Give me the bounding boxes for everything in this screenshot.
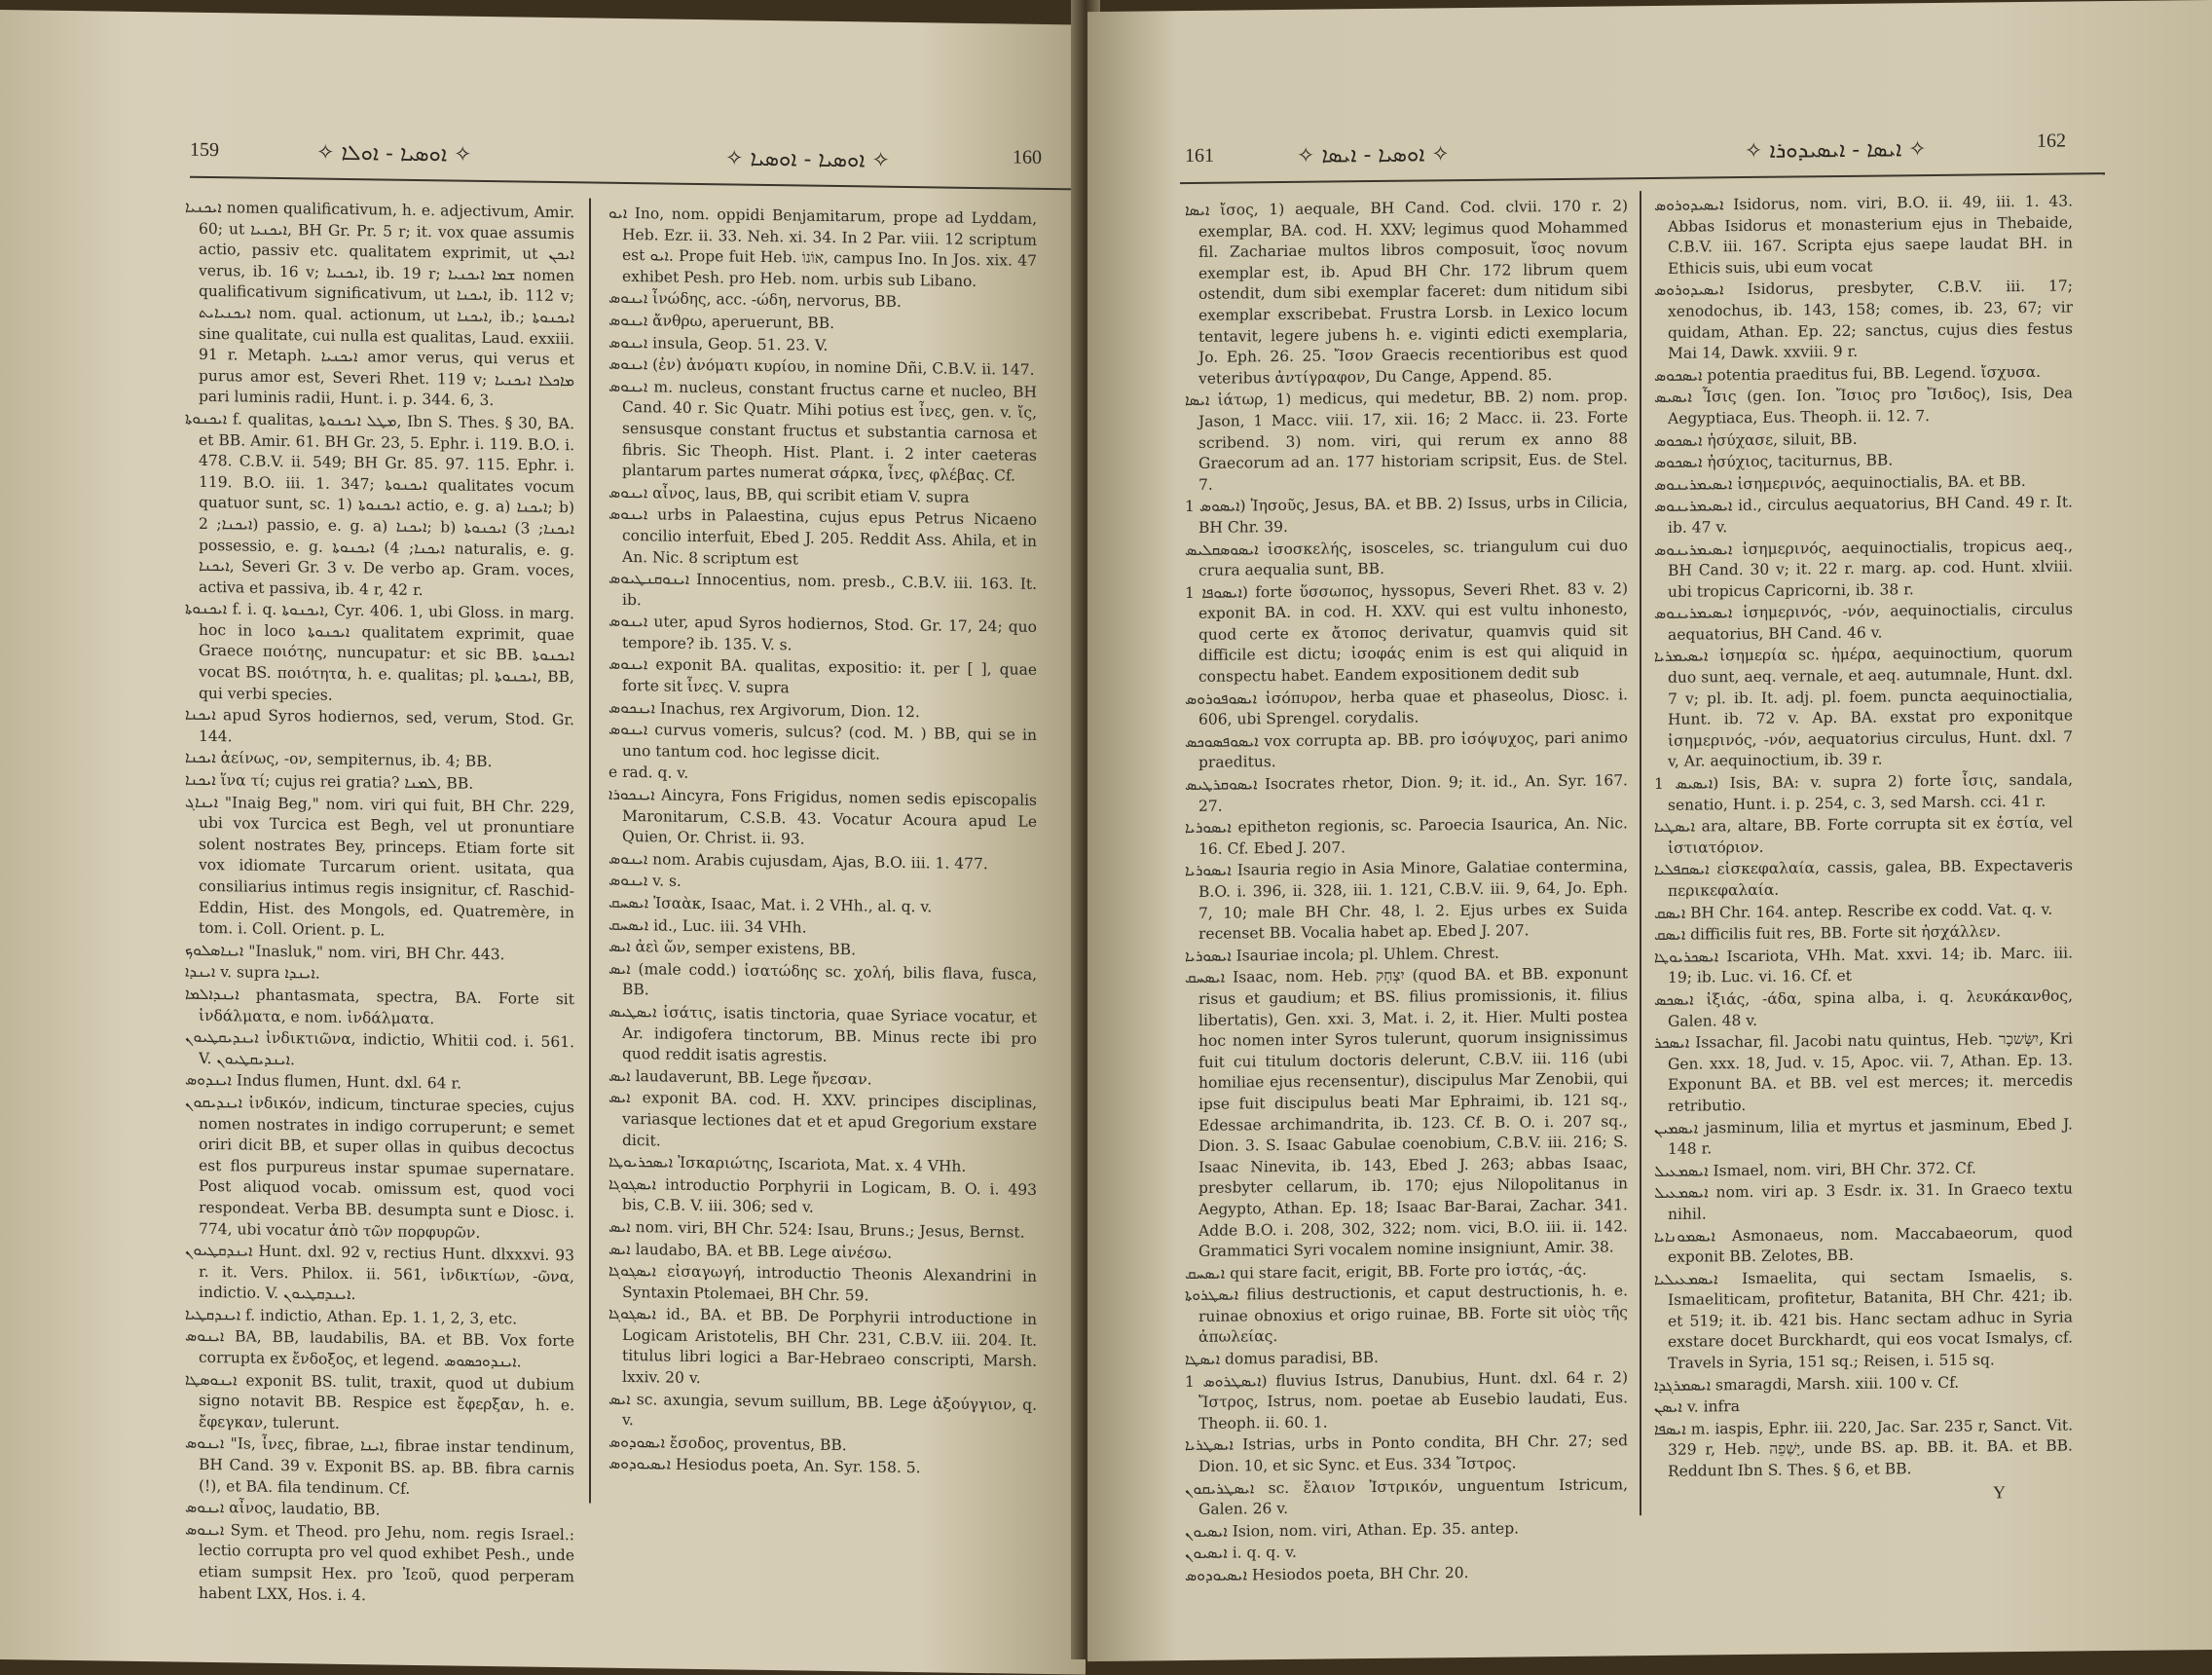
dictionary-entry: ܐܝܣܝܡܪܝܢܘܣ ἰσημερινός, aequinoctialis, tropicus aeq., BH Cand. 30 v; it. 22 r. marg. ap. cod. Hunt. xlviii. ubi tropicus Capricorni, ib. 38 r. [1654, 536, 2073, 601]
dictionary-entry: ܐܝܣܘܪܝܐ Isauria regio in Asia Minore, Galatiae contermina, B.O. i. 396, ii. 328, iii. 1. 121, C.B.V. iii. 9, 64, Jo. Eph. 7, 10; male BH Chr. 48, l. 2. Ejus urbes ex Suida recenset BB. Vocalia habet ap. Ebed J. 207. [1185, 857, 1628, 944]
dictionary-entry: ܐܝܣܝܣ Ἶσις (gen. Ion. Ἴσιος pro Ἴσιδος), Isis, Dea Aegyptiaca, Eus. Theoph. ii. 12. 7. [1654, 384, 2073, 428]
dictionary-entry: ܐܝܣܝܕܘܪܘܣ Isidorus, presbyter, C.B.V. iii. 17; xenodochus, ib. 143, 158; comes, ib. 23, 67; vir quidam, Athan. Ep. 22; sanctus, cujus dies festus Mai 14, Dawk. xxviii. 9 r. [1654, 277, 2073, 363]
dictionary-entry: ܐܝܣܟܪܝܘܛܐ Iscariota, VHh. Mat. xxvi. 14; ib. Marc. iii. 19; ib. Luc. vi. 16. Cf. et [1654, 944, 2073, 987]
dictionary-entry: ܐܝܢܐܓ "Inaig Beg," nom. viri qui fuit, BH Chr. 229, ubi vox Turcica est Begh, vel ut pronuntiare solent nostrates Bey, princeps. Etiam forte sit vox idiomate Turcarum orient. usitata, qua consiliarius intimus regis insignitur, cf. Raschid-Eddin, Hist. des Mongols, ed. Quatremère, in tom. i. Coll. Orient. p. L. [185, 793, 574, 940]
dictionary-entry: ܐܝܣܡܝܢ jasminum, lilia et myrtus et jasminum, Ebed J. 148 r. [1654, 1115, 2073, 1158]
dictionary-entry: ܐܝܣܝܣ 1) Isis, BA: v. supra 2) forte ἶσις, sandala, senatio, Hunt. i. p. 254, c. 3, sed Marsh. cci. 41 r. [1654, 770, 2073, 814]
dictionary-entry: ܐܝܢܘܣ BA, BB, laudabilis, BA. et BB. Vox forte corrupta ex ἔνδοξος, et legend. ܐܝܢܕܘܟܣܘܣ. [185, 1327, 574, 1371]
dictionary-entry: ܐܝܢܘܣ ἄνθρω, aperuerunt, BB. [608, 311, 835, 332]
dictionary-entry: ܐܝܣܩ difficilis fuit res, BB. Forte sit ἠσχάλλεν. [1654, 922, 2002, 945]
signature-mark: Y [1993, 1482, 2006, 1503]
dictionary-entry: ܐܝܢܘܣ αἶνος, laudatio, BB. [185, 1498, 381, 1519]
dictionary-entry: ܐܝܣܓܘܓܐ introductio Porphyrii in Logicam, B. O. i. 493 bis, C.B. V. iii. 306; sed v. [608, 1174, 1037, 1216]
dictionary-entry: ܐܝܣܘܕܘܣ ἔσοδος, proventus, BB. [608, 1433, 847, 1454]
dictionary-entry: ܐܝܣܢ v. infra [1654, 1397, 1740, 1417]
dictionary-entry: ܐܝܢܟܘܣ Inachus, rex Argivorum, Dion. 12. [608, 698, 920, 721]
running-head: ✧ ܐܝܣܐ - ܐܝܣܝܕܘܪܐ ✧ [1745, 137, 1927, 165]
dictionary-entry: ܐܝܢܘܣ nom. Arabis cujusdam, Ajas, B.O. iii. 1. 477. [608, 849, 988, 873]
dictionary-entry: ܐܝܣܟܘܣ potentia praeditus fui, BB. Legend. ἴσχυσα. [1654, 362, 2042, 385]
dictionary-entry: e rad. q. v. [608, 763, 689, 783]
dictionary-entry: ܐܝܢܕܝܩܛܝܘܢ ἰνδικτιῶνα, indictio, Whitii cod. i. 561. V. ܐܝܢܕܝܩܛܝܘܢ. [185, 1027, 574, 1068]
dictionary-entry: ܐܝܣ exponit BA. cod. H. XXV. principes disciplinas, variasque lectiones dat et et apud Gregorium exstare dicit. [608, 1089, 1037, 1150]
dictionary-entry: ܐܝܣܛܝܣ ἰσάτις, isatis tinctoria, quae Syriace vocatur, et Ar. indigofera tinctorum, BB. Minus recte ibi pro quod reddit isatis agrestis. [608, 1002, 1037, 1066]
dictionary-entry: ܐܝܢܘܣ αἶνος, laus, BB, qui scribit etiam V. supra [608, 483, 970, 506]
dictionary-entry: ܐܝܣܚܩ id., Luc. iii. 34 VHh. [608, 915, 807, 937]
column-divider [1640, 191, 1641, 1515]
left-page-header [0, 136, 1086, 191]
dictionary-entry: ܐܝܟܢܝܐ nomen qualificativum, h. e. adjectivum, Amir. 60; ut ܐܝܟܢܝܐ, BH Gr. Pr. 5 r; it. vox quae assumis actio, passiv etc. qualitatem exprimit, ut ܐܝܟܢ verus, ib. 16 v; ܐܝܟܢܝܐ, ib. 19 r; ܫܡܐ ܐܝܟܢܝܐ nomen qualificativum significativum, ut ܐܝܟܢܐ, ib. 112 v; ܐܝܟܢܝܐܝܬ nom. qual. actionum, ut ܐܝܟܢܐ, ib.; ܐܝܟܢܘܬܐ sine qualitate, cui nulla est qualitas, Laud. exxiii. 91 r. Metaph. ܐܝܟܢܝܐ amor verus, qui verus et purus amor est, Severi Rhet. 119 v; ܡܐܟܠܐ ܐܝܟܢܝܐ pari luminis radii, Hunt. i. p. 344. 6, 3. [185, 198, 575, 410]
dictionary-entry: ܐܝܟܢܘܬܐ f. i. q. ܐܝܟܢܘܬܐ, Cyr. 406. 1, ubi Gloss. in marg. hoc in loco ܐܝܟܢܘܬܐ qualitatem exprimit, quae Graece ποιότης, nuncupatur: et sic BB. ܐܝܟܢܘܬܐ vocat BS. ποιότητα, h. e. qualitas; pl. ܐܝܟܢܘܬܐ, BB, qui verbi species. [185, 599, 574, 704]
dictionary-column-3 [1185, 196, 1628, 1585]
dictionary-entry: ܐܝܢܐܣܠܘܟ "Inasluk," nom. viri, BH Chr. 443. [185, 941, 505, 964]
dictionary-entry: ܐܝܣܘܦܣܘܟܣ vox corrupta ap. BB. pro ἰσόψυχος, pari animo praeditus. [1185, 728, 1628, 772]
dictionary-entry: ܐܝܣܡܘܢܐܝܐ Asmonaeus, nom. Maccabaeorum, quod exponit BB. Zelotes, BB. [1654, 1222, 2073, 1266]
dictionary-entry: ܐܝܢܘܣ uter, apud Syros hodiernos, Stod. Gr. 17, 24; quo tempore? ib. 135. V. s. [608, 613, 1037, 654]
dictionary-entry: ܐܝܢܕܐ v. supra ܐܝܢܕܐ. [185, 963, 320, 983]
dictionary-entry: ܐܝܣܡܥܝܠܝܐ Ismaelita, qui sectam Ismaelis, s. Ismaeliticam, profitetur, Batanita, BH Chr. 421; ib. et 519; it. ib. 421 bis. Hanc sectam adhuc in Syria exstare docet Burckhardt, qui eos vocat Ismalys, cf. Travels in Syria, 151 sq.; Reisen, i. 515 sq. [1654, 1266, 2073, 1372]
page-number: 161 [1185, 144, 1214, 168]
dictionary-entry: ܐܝܢܘܣ v. s. [608, 872, 682, 891]
dictionary-entry: ܐܝܣܛܪܘܣ 1) fluvius Istrus, Danubius, Hunt. dxl. 64 r. 2) Ἴστρος, Istrus, nom. poetae ab Eusebio laudati, Eus. Theoph. ii. 60. 1. [1185, 1367, 1628, 1433]
dictionary-entry: ܐܝܢܘܩܢܛܝܘܣ Innocentius, nom. presb., C.B.V. iii. 163. It. ib. [608, 569, 1037, 609]
dictionary-entry: ܐܝܣܓܘܓܐ id., BA. et BB. De Porphyrii introductione in Logicam Aristotelis, BH Chr. 231, C.B.V. iii. 204. It. titulus libri logici a Bar-Hebraeo conscripti, Marsh. lxxiv. 20 v. [608, 1305, 1037, 1388]
dictionary-entry: ܐܝܣܝܡܪܝܢܘܣ ἰσημερινός, aequinoctialis, BA. et BB. [1654, 471, 2026, 494]
dictionary-entry: ܐܝܣܟܘܣ ἠσύχασε, siluit, BB. [1654, 429, 1858, 450]
dictionary-entry: ܐܝܣܛܪܝܩܘܢ sc. ἔλαιον Ἰστρικόν, unguentum Istricum, Galen. 26 v. [1185, 1474, 1628, 1519]
running-head: ✧ ܐܘܣܝܐ - ܐܝܣܐ ✧ [1297, 142, 1450, 168]
dictionary-entry: ܐܝܣܡܥܝܠ nom. viri ap. 3 Esdr. ix. 31. In Graeco textu nihil. [1654, 1179, 2073, 1223]
dictionary-entry: ܐܝܣܩ BH Chr. 164. antep. Rescribe ex codd. Vat. q. v. [1654, 900, 2053, 922]
dictionary-entry: ܐܝܣܐ ἴσος, 1) aequale, BH Cand. Cod. clvii. 170 r. 2) exemplar, BA. cod. H. XXV; legimus quod Mohammed fil. Zachariae multos libros composuit, ἴσος novum exemplar est, ib. Apud BH Chr. 172 librum quem ostendit, dum sibi exemplar faceret: dum nitidum sibi exemplar exscribebat. Frustra Lorsb. in Lexico locum tentavit, legere jubens h. e. viginti edicti exemplaria, Jo. Eph. 26. 25. Ἴσον Graecis recentioribus est quod veteribus ἀντίγραφον, Du Cange, Append. 85. [1185, 197, 1628, 388]
dictionary-column-1 [185, 198, 575, 1604]
dictionary-entry: ܐܝܣܘܣ 1) Ἰησοῦς, Jesus, BA. et BB. 2) Issus, urbs in Cilicia, BH Chr. 39. [1185, 493, 1628, 537]
dictionary-entry: ܐܝܣܚܩ Isaac, nom. Heb. יִצְחָק (quod BA. et BB. exponunt risus et gaudium; et BS. filius promissionis, it. filius libertatis), Gen. xxi. 3, Mat. i. 2, it. Hier. Multi postea hoc nomen inter Syros tulerunt, quorum insignissimus fuit cui titulum doctoris delerunt, C.B.V. iii. 116 (ubi homiliae ejus recensentur), discipulus Mar Zenobii, qui ipse fuit discipulus beati Mar Ephraimi, ib. 121 sq., Edessae archimandrita, ib. 123. Cf. B. O. i. 207 sq., Dion. 3. S. Isaac Gabulae coenobium, C.B.V. iii. 216; S. Isaac Ninevita, ib. 143, Ebed J. 263; abbas Isaac, presbyter cellarum, ib. 170; ejus Nilopolitanus in Aegypto, Athan. Ep. 18; Isaac Bar-Barai, Zachar. 341. Adde B.O. i. 208, 302, 322; nom. vici, B.O. iii. ii. 142. Grammatici Syri vocalem nomine insigniunt, Amir. 38. [1185, 964, 1628, 1260]
column-divider [589, 198, 591, 1503]
dictionary-entry: ܐܝܣܘܪܝܐ epitheton regionis, sc. Paroecia Isaurica, An. Nic. 16. Cf. Ebed J. 207. [1185, 814, 1628, 858]
dictionary-entry: ܐܝܢܘܣ Sym. et Theod. pro Jehu, nom. regis Israel.: lectio corrupta pro vel quod exhibet Pesh., unde etiam sumpsit Hex. pro Ἰεοῦ, quod perperam habent LXX, Hos. i. 4. [185, 1520, 574, 1604]
dictionary-column-2 [608, 204, 1037, 1514]
dictionary-entry: ܐܝܢܟܘܪܐ Aincyra, Fons Frigidus, nomen sedis episcopalis Maronitarum, C.S.B. 43. Vocatur Acoura apud Le Quien, Or. Christ. ii. 93. [608, 785, 1037, 848]
right-page [1088, 0, 2212, 1661]
dictionary-entry: ܐܝܣܓܘܓܐ εἰσαγωγή, introductio Theonis Alexandrini in Syntaxin Ptolemaei, BH Chr. 59. [608, 1261, 1037, 1305]
dictionary-entry: ܐܝܢܕܩܛܝܐ f. indictio, Athan. Ep. 1. 1, 2, 3, etc. [185, 1305, 518, 1328]
dictionary-entry: ܐܝܢܘܣ insula, Geop. 51. 23. V. [608, 333, 829, 354]
dictionary-entry: ܐܝܢܘܣ "Is, ἶνες, fibrae, ܐܝܢܐ, fibrae instar tendinum, BH Cand. 39 v. Exponit BS. ap. BB. fibra carnis (!), et BA. fila tendinum. Cf. [185, 1434, 574, 1498]
dictionary-entry: ܐܝܣܝܡܪܝܢܘܣ ἰσημερινός, -νόν, aequinoctialis, circulus aequatorius, BH Cand. 46 v. [1654, 600, 2073, 644]
dictionary-entry: ܐܝܘ Ino, nom. oppidi Benjamitarum, prope ad Lyddam, Heb. Ezr. ii. 33. Neh. xi. 34. In 2 Par. viii. 12 scriptum est ܐܝܘ. Prope fuit Heb. אוֹנוֹ, campus Ino. In Jos. xix. 47 exhibet Pesh. pro Heb. nom. urbis sub Libano. [608, 204, 1037, 290]
dictionary-entry: ܐܝܟܢܐ ἀείνως, -ον, sempiternus, ib. 4; BB. [185, 749, 493, 771]
dictionary-entry: ܐܝܣ laudaverunt, BB. Lege ἤνεσαν. [608, 1066, 872, 1089]
page-number: 159 [190, 138, 219, 162]
dictionary-entry: ܐܝܢܕܝܩܘܢ ἰνδικόν, indicum, tincturae species, cujus nomen nostrates in indigo corruperunt; e semet oriri dicit BB, et super ollas in quibus decoctus est flos purpureus instar spumae supernatare. Post aliquod vocab. omissum est, quod voci respondeat. Verba BB. desumpta sunt e Diosc. i. 774, ubi vocatur ἀπὸ τῶν πορφυρῶν. [185, 1093, 574, 1242]
dictionary-entry: ܐܝܣܚܩ qui stare facit, erigit, BB. Forte pro ἱστάς, -άς. [1185, 1260, 1587, 1283]
dictionary-entry: ܐܝܣܡܥܝܠ Ismael, nom. viri, BH Chr. 372. Cf. [1654, 1159, 1976, 1180]
dictionary-entry: ܐܝܣܝܘܢ Ision, nom. viri, Athan. Ep. 35. antep. [1185, 1519, 1520, 1541]
dictionary-entry: ܐܝܣܘܩܪܛܝܣ Isocrates rhetor, Dion. 9; it. id., An. Syr. 167. 27. [1185, 771, 1628, 815]
dictionary-entry: ܐܝܟܢܐ apud Syros hodiernos, sed, verum, Stod. Gr. 144. [185, 705, 574, 746]
dictionary-entry: ܐܝܣ sc. axungia, sevum suillum, BB. Lege ἀξούγγιον, q. v. [608, 1390, 1037, 1430]
dictionary-entry: ܐܝܣ laudabo, BA. et BB. Lege αἰνέσω. [608, 1240, 893, 1262]
dictionary-entry: ܐܝܣܦܐ m. iaspis, Ephr. iii. 220, Jac. Sar. 235 r, Sanct. Vit. 329 r, Heb. יָשְׁפֵה, unde BS. ap. BB. it. BA. et BB. Reddunt Ibn S. Thes. § 6, et BB. [1654, 1416, 2073, 1480]
dictionary-entry: ܐܝܟܢܐ ἵνα τί; cujus rei gratia? ܠܡܢܐ, BB. [185, 770, 474, 793]
page-number: 160 [1013, 146, 1042, 168]
dictionary-column-4 [1654, 191, 2073, 1520]
header-rule [1180, 172, 2105, 184]
dictionary-entry: ܐܝܣ nom. viri, BH Chr. 524: Isau, Bruns.; Jesus, Bernst. [608, 1217, 1025, 1242]
dictionary-entry: ܐܝܣܟܪ Issachar, fil. Jacobi natu quintus, Heb. יִשָּׂשכָר, Kri Gen. xxx. 18, Jud. v. 15, Apoc. vii. 7, Athan. Ep. 13. Exponunt BA. et BB. vel est merces; it. mercedis retributio. [1654, 1029, 2073, 1115]
dictionary-entry: ܐܝܣ (male codd.) ἰσατώδης sc. χολή, bilis flava, fusca, BB. [608, 959, 1037, 999]
dictionary-entry: ܐܝܣ ἀεὶ ὤν, semper existens, BB. [608, 937, 856, 959]
dictionary-entry: ܐܝܢܘܣ m. nucleus, constant fructus carne et nucleo, BH Cand. 40 r. Sic Quatr. Mihi potius est ἶνες, gen. v. ἴς, sensusque constant fructus et substantia carnosa et fibris. Sic Theoph. Hist. Plant. i. 2 inter caeteras plantarum partes numerat σάρκα, ἶνες, φλέβας. Cf. [608, 377, 1037, 485]
running-head: ✧ ܐܘܣܝܐ - ܐܘܣܝܐ ✧ [725, 146, 890, 173]
right-page-header [1088, 130, 2212, 185]
dictionary-entry: ܐܝܢܘܣ exponit BA. qualitas, expositio: it. per [ ], quae forte sit ἶνες. V. supra [608, 655, 1037, 697]
dictionary-entry: ܐܝܢܘܣܛܐ exponit BS. tulit, traxit, quod ut dubium signo notavit BB. Respice est ἔφερξαν, h. e. ἔφεγκαν, tulerunt. [185, 1370, 574, 1433]
dictionary-entry: ܐܝܣܝܘܢ i. q. q. v. [1185, 1544, 1297, 1563]
dictionary-entry: ܐܝܣܐ ἰάτωρ, 1) medicus, qui medetur, BB. 2) nom. prop. Jason, 1 Macc. viii. 17, xii. 16; 2 Macc. ii. 23. Forte scribend. 3) nom. viri, qui rerum ex anno 88 Graecorum ad an. 177 historiam scripsit, Eus. de Stel. 7. [1185, 387, 1628, 494]
dictionary-entry: ܐܝܣܛܪܝܐ Istrias, urbs in Ponto condita, BH Chr. 27; sed Dion. 10, et sic Sync. et Eus. 334 Ἴστρος. [1185, 1432, 1628, 1475]
dictionary-entry: ܐܝܣܘܦܐ 1) forte ὕσσωπος, hyssopus, Severi Rhet. 83 v. 2) exponit BA. in cod. H. XXV. qui est vultu inhonesto, quod certe ex ἄτοπος derivatur, quamvis quid sit difficile est dictu; ἰσοφάς enim is est qui aliquid in conspectu habet. Eandem expositionem dedit sub [1185, 578, 1628, 686]
dictionary-entry: ܐܝܣܚܩ Ἰσαὰκ, Isaac, Mat. i. 2 VHh., al. q. v. [608, 893, 933, 916]
dictionary-entry: ܐܝܣܟܣ ἰξιάς, -άδα, spina alba, i. q. λευκάκανθος, Galen. 48 v. [1654, 986, 2073, 1030]
dictionary-entry: ܐܝܣܝܘܕܘܣ Hesiodos poeta, BH Chr. 20. [1185, 1563, 1469, 1585]
dictionary-entry: ܐܝܣܝܘܕܘܣ Hesiodus poeta, An. Syr. 158. 5. [608, 1455, 921, 1477]
dictionary-entry: ܐܝܢܕܐܠܡܐ phantasmata, spectra, BA. Forte sit ἰνδάλματα, e nom. ἰνδάλματα. [185, 985, 574, 1027]
dictionary-entry: ܐܝܢܕܩܛܝܘܢ Hunt. dxl. 92 v, rectius Hunt. dlxxxvi. 93 r. it. Vers. Philox. ii. 561, ἰνδικτίων, -ῶνα, indictio. V. ܐܝܢܕܩܛܝܘܢ. [185, 1241, 574, 1304]
dictionary-entry: ܐܝܣܟܪܝܘܛܐ Ἰσκαριώτης, Iscariota, Mat. x. 4 VHh. [608, 1152, 967, 1175]
header-rule [190, 176, 1076, 191]
dictionary-entry: ܐܝܣܛܝܐ ara, altare, BB. Forte corrupta sit ex ἑστία, vel ἱστιατόριον. [1654, 813, 2073, 857]
dictionary-entry: ܐܝܣܛܪܘܬܐ filius destructionis, et caput destructionis, h. e. ruinae obnoxius et origo ruinae, BB. Forte sit υἱὸς τῆς ἀπωλείας. [1185, 1282, 1628, 1347]
dictionary-entry: ܐܝܣܡܪܓܕܐ smaragdi, Marsh. xiii. 100 v. Cf. [1654, 1373, 1960, 1395]
running-head: ✧ ܐܘܣܝܐ - ܐܘܠܐ ✧ [316, 140, 472, 168]
dictionary-entry: ܐܝܣܘܪܝܐ Isauriae incola; pl. Uhlem. Chrest. [1185, 944, 1499, 965]
dictionary-entry: ܐܝܢܘܣ (ἐν) ἀνόματι κυρίου, in nomine Dñi, C.B.V. ii. 147. [608, 354, 1035, 379]
dictionary-entry: ܐܝܣܩܦܠܝܐ εἰσκεφαλαία, cassis, galea, BB. Expectaveris περικεφαλαία. [1654, 856, 2073, 900]
dictionary-entry: ܐܝܣܛܐ domus paradisi, BB. [1185, 1349, 1379, 1369]
dictionary-entry: ܐܝܣܝܡܪܝܢܘܣ id., circulus aequatorius, BH Cand. 49 r. It. ib. 47 v. [1654, 493, 2073, 537]
dictionary-entry: ܐܝܣܝܡܪܝܐ ἰσημερία sc. ἡμέρα, aequinoctium, quorum duo sunt, aeq. vernale, et aeq. autumnale, Hunt. dxl. 7 v; pl. ib. It. adj. pl. foem. puncta aequinoctialia, Hunt. ib. 72 v. Ap. BA. exstat pro exponitque ἰσημερινός, -νόν, aequatorius circulus, Hunt. dxl. 7 v, Ar. aequinoctium, ib. 39 r. [1654, 643, 2073, 771]
dictionary-entry: ܐܝܟܢܘܬܐ f. qualitas, ܡܛܠ ܐܝܟܢܘܬܐ, Ibn S. Thes. § 30, BA. et BB. Amir. 61. BH Gr. 23, 5. Ephr. i. 119. B.O. i. 478. C.B.V. ii. 549; BH Gr. 85. 97. 115. Ephr. i. 119. B.O. iii. 1. 347; ܐܝܟܢܘܬܐ qualitates vocum quatuor sunt, sc. 1) ܐܝܟܢܘܬܐ actio, e. g. a) ܐܝܟܢܐ; b) ܐܝܟܢܐ; 2) passio, e. g. a) ܐܝܟܢܐ; b) ܐܝܟܢܐ; 3) ܐܝܟܢܘܬܐ possessio, e. g. ܐܝܟܢܐ; 4) ܐܝܟܢܘܬܐ naturalis, e. g. ܐܝܟܢܐ, Severi Gr. 3 v. De verbo ap. Gram. voces, activa et passiva, ib. 4 r, 42 r. [185, 409, 575, 599]
dictionary-entry: ܐܝܣܘܦܘܪܘܣ ἰσόπυρον, herba quae et phaseolus, Diosc. i. 606, ubi Sprengel. corydalis. [1185, 685, 1628, 729]
page-number: 162 [2037, 130, 2066, 152]
dictionary-entry: ܐܝܢܘܣ urbs in Palaestina, cujus epus Petrus Nicaeno concilio interfuit, Ebed J. 205. Reddit Ass. Ahila, et in An. Nic. 8 scriptum est [608, 505, 1037, 568]
dictionary-entry: ܐܝܣܝܕܘܪܘܣ Isidorus, nom. viri, B.O. ii. 49, iii. 1. 43. Abbas Isidorus et monasterium ejus in Thebaide, C.B.V. iii. 167. Scripta ejus saepe laudat BH. in Ethicis suis, ubi eum vocat [1654, 192, 2073, 278]
dictionary-entry: ܐܝܣܘܣܩܠܝܣ ἰσοσκελής, isosceles, sc. triangulum cui duo crura aequalia sunt, BB. [1185, 536, 1628, 579]
dictionary-entry: ܐܝܢܘܣ curvus vomeris, sulcus? (cod. M. ) BB, qui se in uno tantum cod. hoc legisse dicit. [608, 720, 1037, 763]
dictionary-entry: ܐܝܢܕܘܣ Indus flumen, Hunt. dxl. 64 r. [185, 1070, 462, 1093]
left-page [0, 10, 1086, 1675]
dictionary-entry: ܐܝܢܘܣ ἶνώδης, acc. -ώδη, nervorus, BB. [608, 289, 902, 312]
dictionary-entry: ܐܝܣܟܘܣ ἠσύχιος, taciturnus, BB. [1654, 451, 1894, 472]
